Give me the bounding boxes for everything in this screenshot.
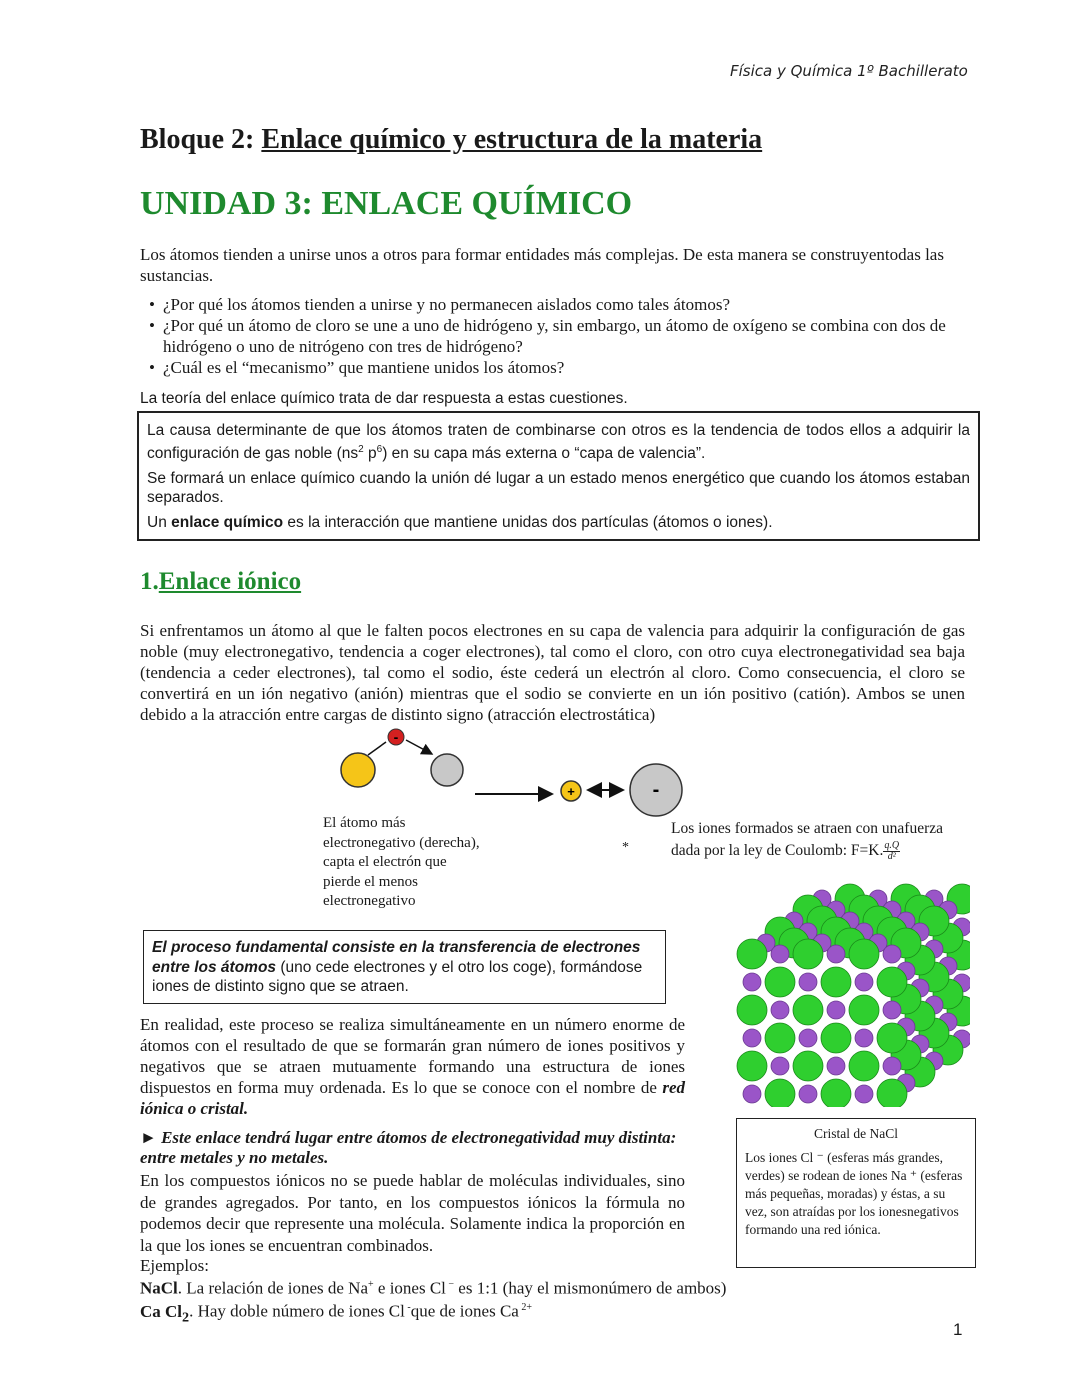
- chloride-ion: [877, 1023, 907, 1053]
- section-heading: [140, 568, 301, 596]
- intro-paragraph: Los átomos tienden a unirse unos a otros para formar entidades más complejas. De esta manera se construyentodas las sustancias.: [140, 245, 944, 285]
- electron-transfer-diagram: [330, 722, 690, 822]
- block-title: [140, 124, 762, 156]
- question-list: [148, 294, 973, 378]
- chloride-ion: [737, 995, 767, 1025]
- sodium-ion: [827, 1001, 845, 1019]
- chloride-ion: [849, 995, 879, 1025]
- definition-p2: Se formará un enlace químico cuando la unión dé lugar a un estado menos energético que cuando los átomos estaban separados.: [147, 470, 970, 507]
- chloride-ion: [821, 1023, 851, 1053]
- sodium-ion: [743, 1085, 761, 1103]
- sodium-ion: [771, 945, 789, 963]
- lattice-paragraph: En realidad, este proceso se realiza simultáneamente en un número enorme de átomos con el resultado de que se formarán gran número de iones positivos y negativos que se atraen mutuamente formando una estructura de iones dispuestos en forma muy ordenada. Es lo que se conoce con el nombre de red iónica o cristal.: [140, 1015, 685, 1118]
- asterisk: *: [622, 840, 629, 855]
- chloride-ion: [821, 1079, 851, 1107]
- sodium-ion: [883, 1057, 901, 1075]
- chloride-ion: [737, 1051, 767, 1081]
- sodium-ion: [855, 1029, 873, 1047]
- example-cacl2: Ca $Cl_2$. Hay doble número de iones Cl -que de iones Ca $^{2+}$: [140, 1301, 532, 1326]
- sodium-atom: [341, 753, 375, 787]
- block-title-text: Enlace químico y estructura de la materia: [261, 124, 763, 155]
- compounds-paragraph: En los compuestos iónicos no se puede hablar de moléculas individuales, sino de grandes agregados. Por tanto, en los compuestos iónicos la fórmula no podemos decir que represente una molécula. Solamente indica la proporción en la que los iones se encuentran combinados.: [140, 1171, 685, 1255]
- diagram-caption-right: Los iones formados se atraen con unafuerza dada por la ley de Coulomb: F=K. $\frac{q.Q}{\text{d²}}$: [671, 820, 943, 862]
- sodium-ion: [855, 973, 873, 991]
- sodium-ion: [743, 1029, 761, 1047]
- definition-box: [137, 411, 980, 541]
- definition-p1: La causa determinante de que los átomos traten de combinarse con otros es la tendencia de todos ellos a adquirir la configuración de gas noble ($ns^2$ $p^6$) en su capa más externa o “capa de valencia”.: [147, 422, 970, 463]
- process-box: El proceso fundamental consiste en la transferencia de electrones entre los átomos (uno cede electrones y el otro los coge), formándose iones de distinto signo que se atraen.: [143, 930, 666, 1004]
- examples-label: Ejemplos:: [140, 1256, 209, 1275]
- arrow-statement: ► Este enlace tendrá lugar entre átomos de electronegatividad muy distinta: entre metales y no metales.: [140, 1128, 677, 1167]
- coulomb-fraction: $\frac{q.Q}{\text{d²}}$: [884, 839, 900, 862]
- chloride-ion: [821, 967, 851, 997]
- crystal-caption-box: [736, 1118, 976, 1268]
- sodium-ion: [855, 1085, 873, 1103]
- process-bold: El proceso fundamental consiste en la transferencia de electrones entre los átomos: [152, 939, 641, 976]
- section-title: Enlace iónico: [158, 568, 302, 595]
- sodium-ion: [799, 1085, 817, 1103]
- crystal-caption-text: Los iones Cl ⁻ (esferas más grandes, verdes) se rodean de iones Na ⁺ (esferas más pequeñas, moradas) y éstas, a su vez, son atraídas por los ionesnegativos formando una red iónica.: [745, 1150, 963, 1237]
- chloride-ion: [849, 939, 879, 969]
- definition-p3: Un enlace químico es la interacción que mantiene unidas dos partículas (átomos o iones).: [147, 514, 773, 532]
- sodium-ion: [743, 973, 761, 991]
- block-prefix: Bloque 2:: [140, 124, 262, 155]
- sodium-ion: [799, 973, 817, 991]
- question-item: • ¿Por qué un átomo de cloro se une a uno de hidrógeno y, sin embargo, un átomo de oxígeno se combina con dos de hidrógeno o uno de nitrógeno con tres de hidrógeno?: [163, 315, 973, 357]
- question-item: • ¿Por qué los átomos tienden a unirse y no permanecen aislados como tales átomos?: [163, 294, 973, 315]
- sodium-ion: [883, 1001, 901, 1019]
- electron-sign: -: [393, 729, 399, 745]
- chloride-ion: [877, 967, 907, 997]
- chloride-ion: [737, 939, 767, 969]
- sodium-ion: [799, 1029, 817, 1047]
- anion-sign: -: [652, 779, 660, 801]
- section-number: 1.: [140, 568, 159, 595]
- chloride-ion: [793, 939, 823, 969]
- nacl-crystal-image: [732, 872, 970, 1107]
- page-header: Física y Química 1º Bachillerato: [730, 62, 968, 80]
- unit-title: UNIDAD 3: ENLACE QUÍMICO: [140, 185, 633, 222]
- ionic-paragraph: Si enfrentamos un átomo al que le falten pocos electrones en su capa de valencia para adquirir la configuración de gas noble (muy electronegativo, tendencia a coger electrones), tal como el cloro, con otro cuya electronegatividad sea baja (tendencia a ceder electrones), tal como el sodio, éste cederá un electrón al cloro. Como consecuencia, el cloro se convertirá en un ión negativo (anión) mientras que el sodio se convierte en un ión positivo (catión). Ambos se unen debido a la atracción entre cargas de distinto signo (atracción electrostática): [140, 621, 965, 724]
- chloride-ion: [793, 995, 823, 1025]
- crystal-caption-title: Cristal de NaCl: [814, 1126, 898, 1141]
- chloride-ion: [765, 967, 795, 997]
- cation-sign: +: [567, 784, 575, 799]
- chloride-ion: [849, 1051, 879, 1081]
- chloride-ion: [765, 1023, 795, 1053]
- sodium-ion: [771, 1057, 789, 1075]
- question-item: • ¿Cuál es el “mecanismo” que mantiene unidos los átomos?: [163, 357, 973, 378]
- sodium-ion: [827, 945, 845, 963]
- sodium-ion: [883, 945, 901, 963]
- chloride-ion: [877, 1079, 907, 1107]
- sodium-ion: [771, 1001, 789, 1019]
- page-number: 1: [953, 1320, 963, 1339]
- theory-sentence: La teoría del enlace químico trata de dar respuesta a estas cuestiones.: [140, 390, 628, 407]
- diagram-caption-left: El átomo más electronegativo (derecha), capta el electrón que pierde el menos electronegativo: [323, 815, 480, 909]
- chlorine-atom: [431, 754, 463, 786]
- chloride-ion: [793, 1051, 823, 1081]
- sodium-ion: [827, 1057, 845, 1075]
- example-nacl: NaCl. La relación de iones de Na+ e iones Cl − es 1:1 (hay el mismonúmero de ambos): [140, 1278, 727, 1298]
- chloride-ion: [765, 1079, 795, 1107]
